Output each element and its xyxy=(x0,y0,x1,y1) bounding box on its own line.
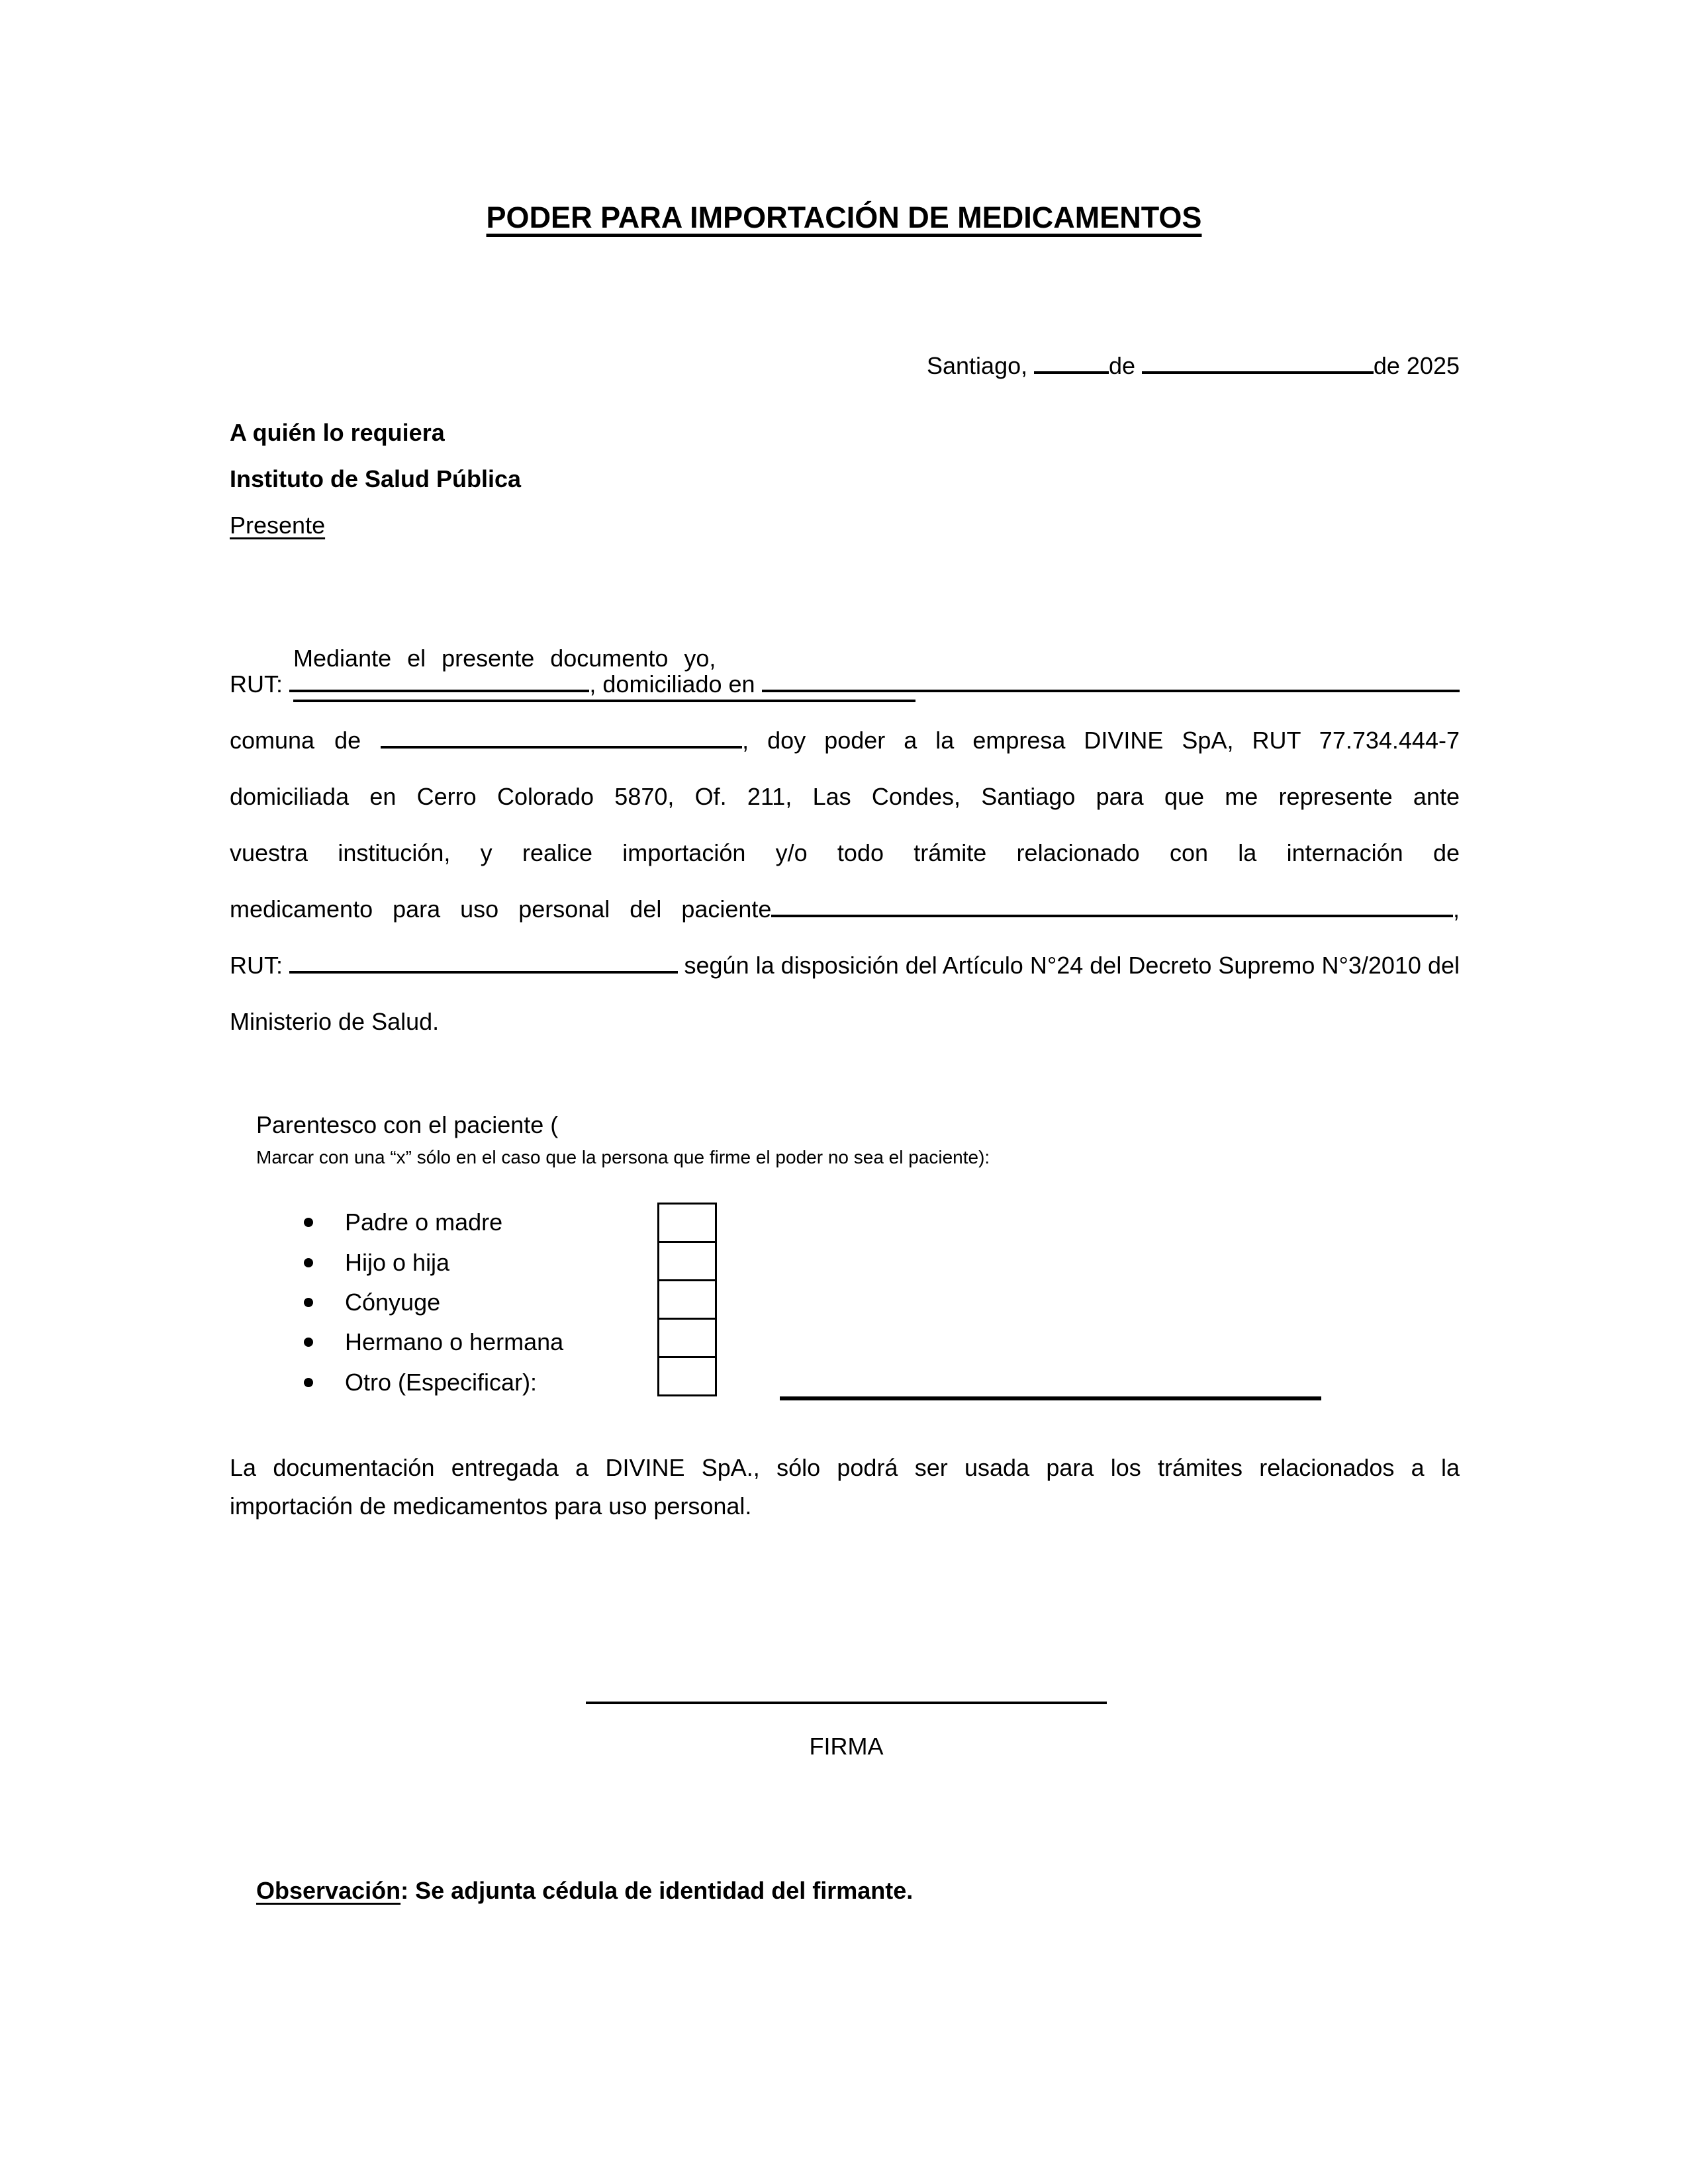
date-line xyxy=(927,351,1460,381)
patient-label: medicamento para uso personal del paciente xyxy=(230,895,772,923)
body-line-7-text: según la disposición del Artículo N°24 del Decreto Supremo N°3/2010 del xyxy=(677,952,1460,979)
bullet-icon xyxy=(304,1338,313,1347)
body-line-3-text: , doy poder a la empresa DIVINE SpA, RUT 77.734.444-7 xyxy=(742,727,1460,754)
date-de-label: de xyxy=(1108,352,1143,379)
option-row-conyuge xyxy=(304,1283,440,1322)
option-label-padre: Padre o madre xyxy=(345,1208,503,1236)
body-line-6-comma: , xyxy=(1452,895,1460,923)
signature-label: FIRMA xyxy=(809,1733,884,1760)
relationship-intro xyxy=(230,1079,990,1203)
rut-label-1: RUT: xyxy=(230,670,289,698)
bullet-icon xyxy=(304,1258,313,1267)
observation-label: Observación xyxy=(256,1877,401,1904)
body-line-8: Ministerio de Salud. xyxy=(230,1008,440,1035)
option-row-hijo xyxy=(304,1243,449,1283)
body-line-5: vuestra institución, y realice importación y/o todo trámite relacionado con la internación de xyxy=(230,839,1460,866)
checkbox-conyuge[interactable] xyxy=(657,1279,717,1320)
body-line-2 xyxy=(230,669,1460,700)
checkbox-hermano[interactable] xyxy=(657,1318,717,1358)
date-year-label: de 2025 xyxy=(1373,352,1460,379)
option-row-otro xyxy=(304,1363,537,1402)
address-blank[interactable] xyxy=(762,690,1460,692)
relationship-intro-main: Parentesco con el paciente ( xyxy=(256,1111,559,1138)
date-city-label: Santiago, xyxy=(927,352,1035,379)
body-line-1-text: Mediante el presente documento yo, xyxy=(293,645,732,672)
date-month-blank[interactable] xyxy=(1142,371,1374,374)
relationship-intro-note: Marcar con una “x” sólo en el caso que la persona que firme el poder no sea el paciente): xyxy=(256,1147,990,1167)
comuna-label: comuna de xyxy=(230,727,381,754)
body-line-3 xyxy=(230,725,1460,756)
name-blank[interactable] xyxy=(293,700,915,702)
recipient-line-1: A quién lo requiera xyxy=(230,419,445,446)
signature-line[interactable] xyxy=(586,1702,1107,1704)
option-label-conyuge: Cónyuge xyxy=(345,1289,441,1316)
body-line-7 xyxy=(230,950,1460,981)
doc-note-line-2: importación de medicamentos para uso personal. xyxy=(230,1492,752,1520)
bullet-icon xyxy=(304,1218,313,1227)
bullet-icon xyxy=(304,1298,313,1307)
option-row-hermano xyxy=(304,1322,563,1362)
rut-blank-1[interactable] xyxy=(289,690,589,692)
recipient-line-presente: Presente xyxy=(230,512,326,539)
rut-label-2: RUT: xyxy=(230,952,289,979)
observation-text: : Se adjunta cédula de identidad del firmante. xyxy=(400,1877,914,1904)
patient-name-blank[interactable] xyxy=(771,915,1453,917)
recipient-line-2: Instituto de Salud Pública xyxy=(230,465,522,492)
checkbox-otro[interactable] xyxy=(657,1356,717,1396)
date-day-blank[interactable] xyxy=(1034,371,1109,374)
body-line-6 xyxy=(230,894,1460,925)
comuna-blank[interactable] xyxy=(381,746,742,749)
domicilio-label: , domiciliado en xyxy=(589,670,762,698)
body-line-4: domiciliada en Cerro Colorado 5870, Of. 211, Las Condes, Santiago para que me represente ante xyxy=(230,783,1460,810)
rut-blank-2[interactable] xyxy=(289,971,678,974)
observation-line xyxy=(230,1845,913,1936)
otro-specify-blank[interactable] xyxy=(780,1396,1321,1400)
option-label-hermano: Hermano o hermana xyxy=(345,1328,564,1355)
doc-note-line-1: La documentación entregada a DIVINE SpA., sólo podrá ser usada para los trámites relacionados a la xyxy=(230,1454,1460,1481)
relationship-checkbox-column xyxy=(657,1203,717,1396)
checkbox-hijo[interactable] xyxy=(657,1241,717,1281)
checkbox-padre[interactable] xyxy=(657,1203,717,1243)
bullet-icon xyxy=(304,1378,313,1387)
option-label-hijo: Hijo o hija xyxy=(345,1249,450,1276)
option-row-padre xyxy=(304,1203,502,1242)
document-title: PODER PARA IMPORTACIÓN DE MEDICAMENTOS xyxy=(486,201,1202,234)
option-label-otro: Otro (Especificar): xyxy=(345,1369,538,1396)
